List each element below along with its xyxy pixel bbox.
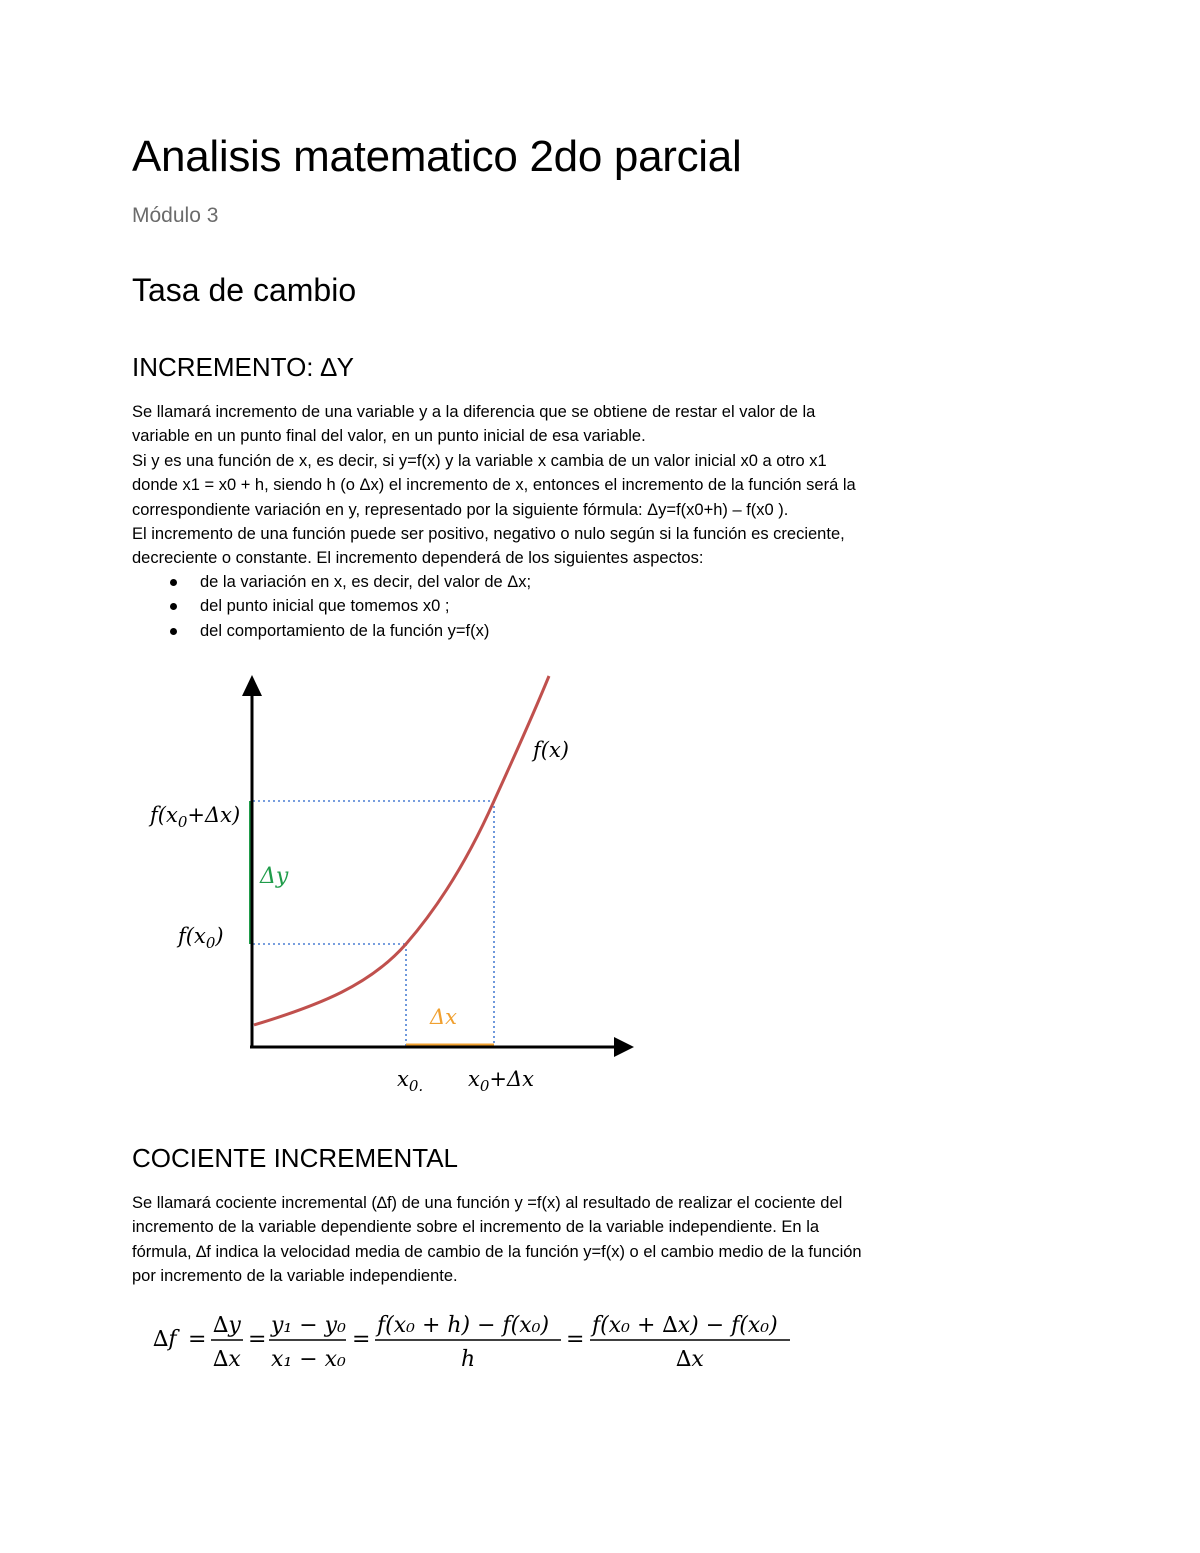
dx-label: Δx xyxy=(430,1005,458,1029)
formula-eq: = xyxy=(248,1327,267,1352)
text-line: Se llamará cociente incremental (∆f) de una función y =f(x) al resultado de realizar el cociente del xyxy=(132,1194,843,1212)
text-line: Se llamará incremento de una variable y a la diferencia que se obtiene de restar el valor de la xyxy=(132,403,816,421)
text-line: variable en un punto final del valor, en un punto inicial de esa variable. xyxy=(132,427,646,446)
f4-den: ∆x xyxy=(676,1347,704,1372)
list-item: de la variación en x, es decir, del valor de Δx; xyxy=(132,570,531,594)
page-title: Analisis matematico 2do parcial xyxy=(132,132,742,181)
text-line: decreciente o constante. El incremento dependerá de los siguientes aspectos: xyxy=(132,549,704,568)
difference-quotient-formula xyxy=(153,1313,790,1372)
increment-paragraph xyxy=(132,400,962,571)
cociente-heading: COCIENTE INCREMENTAL xyxy=(132,1143,458,1173)
x0dx-label: $x_0+\Delta x$ xyxy=(468,1067,534,1095)
text-line: fórmula, ∆f indica la velocidad media de cambio de la función y=f(x) o el cambio medio de la función xyxy=(132,1242,862,1261)
formula-lhs: ∆f xyxy=(153,1327,177,1352)
increment-heading: INCREMENTO: ∆Y xyxy=(132,352,355,382)
guide-lines xyxy=(253,801,494,1046)
f3-num: f(x₀ + h) − f(x₀) xyxy=(377,1313,550,1338)
list-item: del comportamiento de la función y=f(x) xyxy=(132,619,531,643)
fx0-dx-label: $f(x_0+\Delta x)$ xyxy=(150,803,241,831)
fx0-label: $f(x_0)$ xyxy=(178,924,224,952)
dy-label: Δy xyxy=(260,864,289,889)
section-heading: Tasa de cambio xyxy=(132,272,357,308)
text-line: incremento de la variable dependiente sobre el incremento de la variable independiente. En la xyxy=(132,1218,820,1237)
module-subtitle: Módulo 3 xyxy=(132,204,219,227)
curve-label: f(x) xyxy=(533,738,570,762)
formula-eq: = xyxy=(188,1327,207,1352)
text-line: por incremento de la variable independiente. xyxy=(132,1267,458,1286)
text-line: Si y es una función de x, es decir, si y=f(x) y la variable x cambia de un valor inicial x0 a otro x1 xyxy=(132,451,827,470)
formula-eq: = xyxy=(566,1327,585,1352)
list-item: del punto inicial que tomemos x0 ; xyxy=(132,594,531,618)
f1-num: ∆y xyxy=(213,1313,241,1338)
f2-den: x₁ − x₀ xyxy=(271,1347,346,1372)
text-line: donde x1 = x0 + h, siendo h (o Δx) el incremento de x, entonces el incremento de la función será la xyxy=(132,476,856,495)
f2-num: y₁ − y₀ xyxy=(271,1313,346,1338)
f4-num: f(x₀ + ∆x) − f(x₀) xyxy=(592,1313,778,1338)
function-curve xyxy=(254,676,549,1025)
f1-den: ∆x xyxy=(213,1347,241,1372)
cociente-paragraph xyxy=(132,1191,962,1289)
increment-aspects-list xyxy=(132,570,531,643)
x0-label: $x_{0.}$ xyxy=(397,1067,424,1095)
f3-den: h xyxy=(461,1347,476,1372)
text-line: correspondiente variación en y, representado por la siguiente fórmula: Δy=f(x0+h) – f(x0 ). xyxy=(132,500,789,519)
formula-eq: = xyxy=(352,1327,371,1352)
text-line: El incremento de una función puede ser positivo, negativo o nulo según si la función es creciente, xyxy=(132,525,845,544)
y-axis-arrow xyxy=(242,675,262,696)
x-axis-arrow xyxy=(614,1037,634,1057)
